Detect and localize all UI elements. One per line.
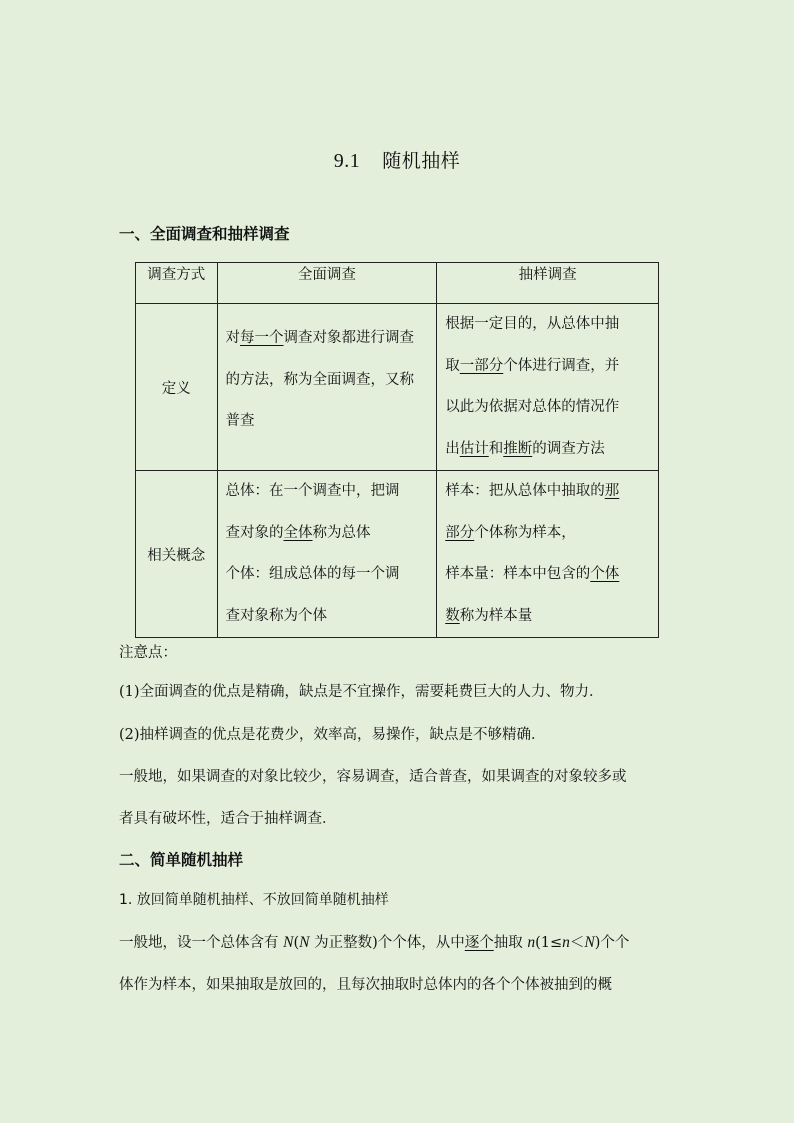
row-label: 定义	[161, 380, 191, 397]
underlined-term: 那	[604, 483, 620, 499]
concepts-full-text: 总体：在一个调查中，把调 查对象的全体称为总体 个体：组成总体的每一个调 查对象称为个体	[225, 483, 400, 624]
row-label: 相关概念	[147, 547, 206, 564]
table-row-definition	[136, 304, 659, 471]
notes-title: 注意点：	[119, 645, 177, 661]
note-paragraph-2: (2)抽样调查的优点是花费少，效率高，易操作，缺点是不够精确．	[119, 727, 546, 743]
note-paragraph-4: 者具有破坏性，适合于抽样调查．	[119, 811, 337, 827]
section1-heading: 一、全面调查和抽样调查	[119, 225, 290, 243]
concepts-sample-cell	[437, 471, 659, 638]
body-paragraph: 一般地，设一个总体含有 N(N 为正整数)个个体，从中逐个抽取 n(1≤n＜N)个个	[119, 934, 630, 951]
underlined-term: 个体	[590, 566, 620, 582]
underlined-term: 每一个	[240, 330, 284, 346]
definition-sample-cell	[437, 304, 659, 471]
concepts-full-cell	[217, 471, 437, 638]
header-cell-sample-survey: 抽样调查	[437, 263, 659, 304]
underlined-term: 估计	[459, 440, 489, 457]
underlined-term: 推断	[503, 440, 533, 457]
header-cell-method: 调查方式	[136, 263, 218, 304]
underlined-term: 一部分	[459, 357, 504, 374]
underlined-term: 数	[445, 607, 460, 624]
underlined-term: 部分	[445, 524, 475, 541]
underlined-term: 全体	[283, 524, 313, 541]
subsection-heading: 1. 放回简单随机抽样、不放回简单随机抽样	[119, 892, 389, 908]
definition-sample-text: 根据一定目的，从总体中抽 取一部分个体进行调查，并 以此为依据对总体的情况作 出估计和推断的调查方法	[445, 316, 620, 457]
title-text: 随机抽样	[382, 150, 461, 172]
concepts-sample-text: 样本：把从总体中抽取的那 部分个体称为样本， 样本量：样本中包含的个体 数称为样本量	[445, 483, 620, 624]
row-label-cell	[136, 471, 218, 638]
definition-full-cell	[217, 304, 437, 471]
table-header-row	[136, 263, 659, 304]
note-paragraph-3: 一般地，如果调查的对象比较少，容易调查，适合普查，如果调查的对象较多或	[119, 769, 627, 785]
section2-heading: 二、简单随机抽样	[119, 851, 244, 869]
row-label-cell	[136, 304, 218, 471]
definition-full-text: 对每一个调查对象都进行调查的方法，称为全面调查，又称普查	[225, 330, 415, 429]
underlined-term: 逐个	[464, 935, 494, 951]
page-title	[0, 146, 794, 173]
body-paragraph-continued: 体作为样本，如果抽取是放回的，且每次抽取时总体内的各个个体被抽到的概	[119, 977, 612, 993]
header-cell-full-survey: 全面调查	[217, 263, 437, 304]
comparison-table	[135, 262, 659, 638]
note-paragraph-1: (1)全面调查的优点是精确，缺点是不宜操作，需要耗费巨大的人力、物力．	[119, 684, 604, 700]
table-row-concepts	[136, 471, 659, 638]
section-number: 9.1	[333, 150, 361, 172]
